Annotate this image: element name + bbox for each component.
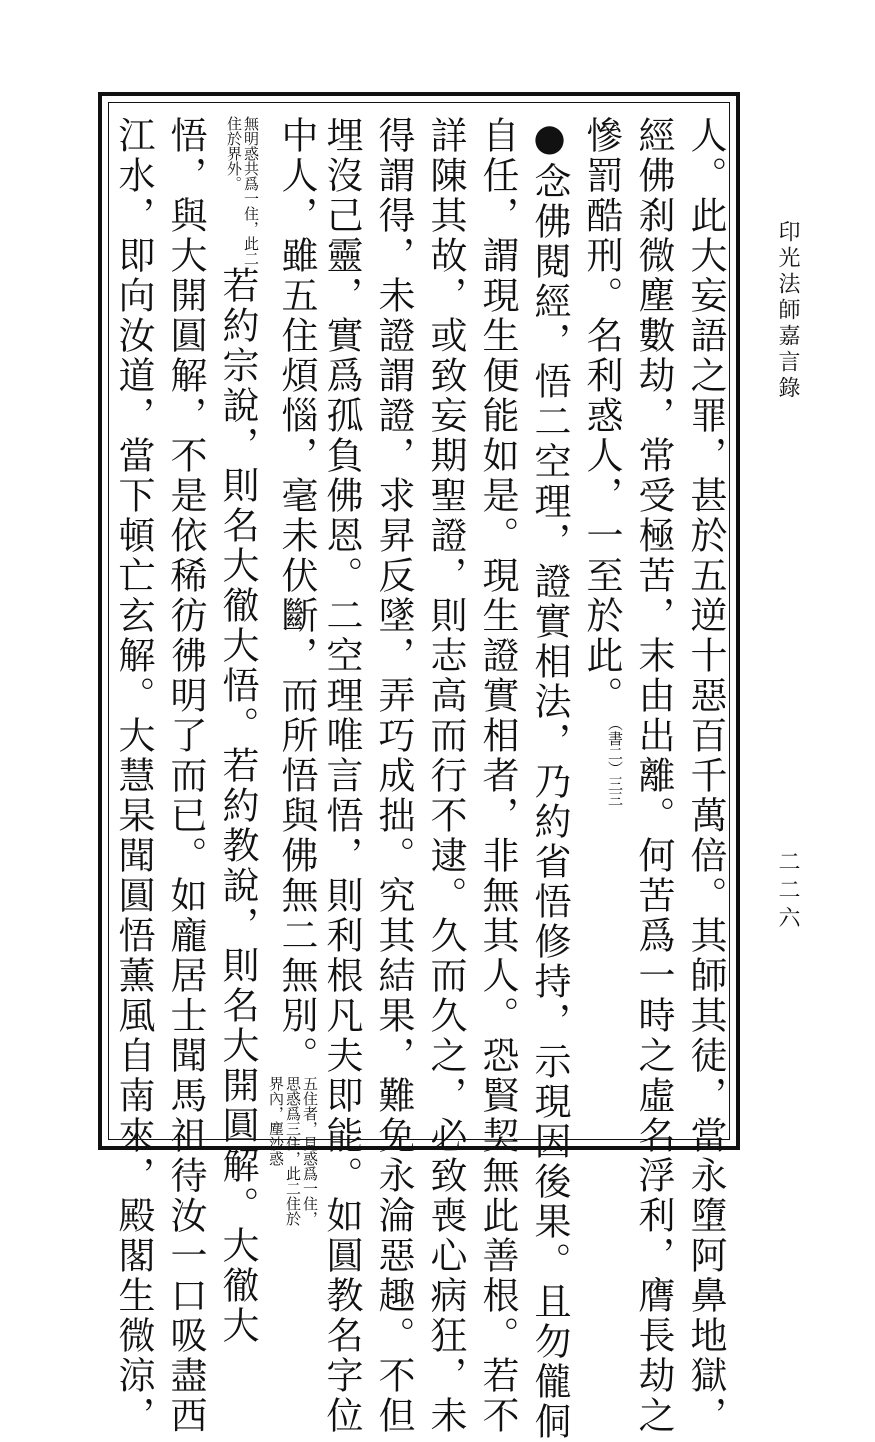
text-column-12: 江水，即向汝道，當下頓亡玄解。大慧杲聞圓悟薰風自南來，殿閣生微涼， [112, 116, 155, 1436]
text-column-9: 中人，雖五住煩惱，毫未伏斷，而所悟與佛無二無別。五住者，見惑爲一住，思惑爲三住，此二住於界內，塵沙惑 [267, 116, 319, 1226]
text-column-6: 詳陳其故，或致妄期聖證，則志高而行不逮。久而久之，必致喪心病狂，未 [424, 116, 467, 1436]
annotation-note-continued: 無明惑共爲一住，此二住於界外。 [225, 116, 260, 266]
text-column-4: ●念佛閱經，悟二空理，證實相法，乃約省悟修持，示現因後果。且勿儱侗 [528, 116, 571, 1442]
text-column-11: 悟，與大開圓解，不是依稀彷彿明了而已。如龐居士聞馬祖待汝一口吸盡西 [164, 116, 207, 1436]
text-column-2: 經佛刹微塵數劫，常受極苦，末由出離。何苦爲一時之虛名浮利，膺長劫之 [632, 116, 675, 1436]
annotation-note: 五住者，見惑爲一住，思惑爲三住，此二住於界內，塵沙惑 [267, 1076, 319, 1226]
text-column-10: 無明惑共爲一住，此二住於界外。若約宗說，則名大徹大悟。若約教說，則名大開圓解。大徹大 [216, 116, 260, 1346]
page-number: 二二六 [775, 850, 800, 934]
text-column-3: 慘罰酷刑。名利惑人，一至於此。（書二）三三 [579, 116, 623, 1136]
text-column-1: 人。此大妄語之罪，甚於五逆十惡百千萬倍。其師其徒，當永墮阿鼻地獄， [684, 116, 727, 1436]
book-title: 印光法師嘉言錄 [775, 220, 800, 402]
text-column-8: 埋沒己靈，實爲孤負佛恩。二空理唯言悟，則利根凡夫即能。如圓教名字位 [320, 116, 363, 1436]
citation-note: （書二）三三 [606, 716, 624, 806]
text-column-7: 得謂得，未證謂證，求昇反墜，弄巧成拙。究其結果，難免永淪惡趣。不但 [372, 116, 415, 1436]
text-column-5: 自任，謂現生便能如是。現生證實相者，非無其人。恐賢契無此善根。若不 [476, 116, 519, 1436]
